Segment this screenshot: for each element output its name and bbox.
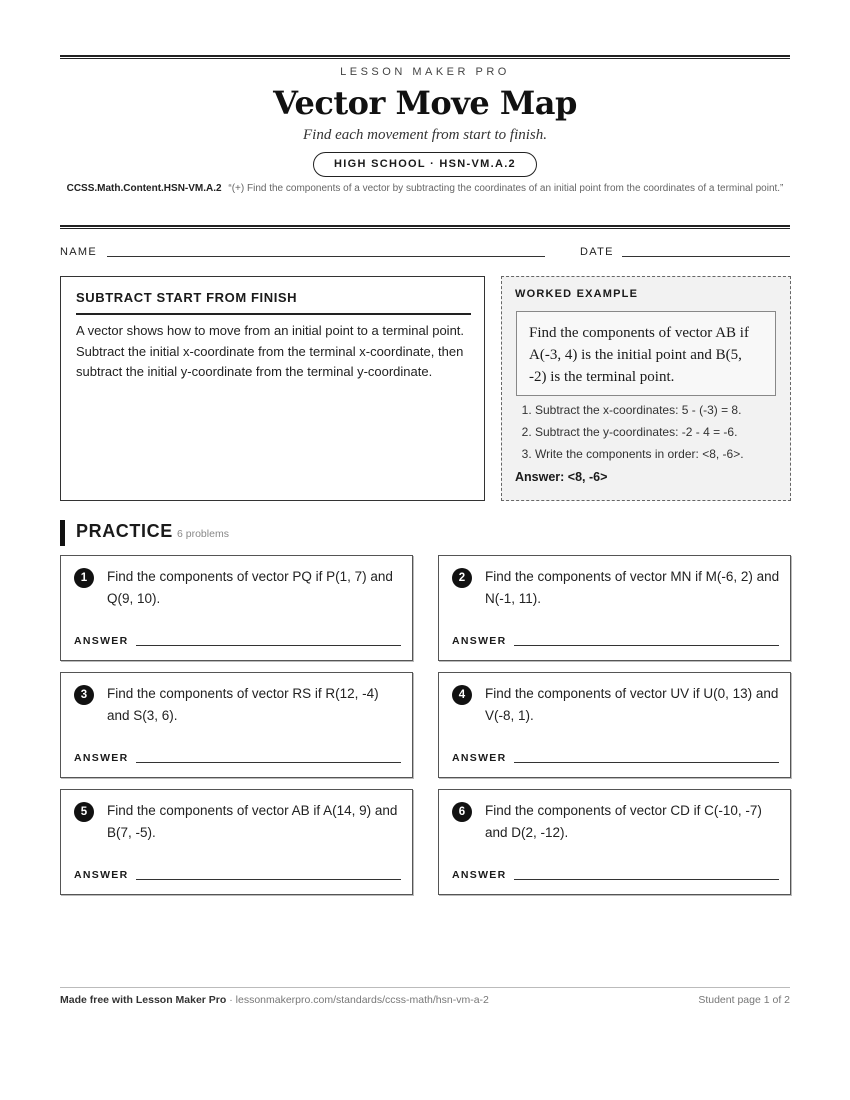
answer-field[interactable]: [136, 645, 401, 646]
problem-number: 6: [452, 802, 472, 822]
date-field[interactable]: [622, 256, 790, 257]
date-label: DATE: [580, 246, 614, 258]
concept-box: [60, 276, 485, 501]
problem-text: Find the components of vector MN if M(-6, 2) and N(-1, 11).: [485, 569, 780, 606]
top-double-rule: [60, 55, 790, 59]
answer-field[interactable]: [136, 762, 401, 763]
problem-text: Find the components of vector CD if C(-10, -7) and D(2, -12).: [485, 803, 762, 840]
header-bottom-rule: [60, 225, 790, 229]
concept-heading-underline: [76, 313, 471, 315]
answer-field[interactable]: [514, 645, 779, 646]
name-field[interactable]: [107, 256, 545, 257]
standard-description: [60, 181, 790, 197]
problem-number: 1: [74, 568, 94, 588]
answer-field[interactable]: [514, 762, 779, 763]
problem-number: 3: [74, 685, 94, 705]
problem-card: [60, 789, 413, 895]
answer-field[interactable]: [514, 879, 779, 880]
worked-example-step: 1. Subtract the x-coordinates: 5 - (-3) = 8.: [535, 399, 805, 421]
problem-card: [438, 789, 791, 895]
worksheet-subtitle: Find each movement from start to finish.: [303, 127, 547, 143]
practice-heading: PRACTICE: [76, 521, 173, 541]
footer-rule: [60, 987, 790, 988]
worked-example-step: 2. Subtract the y-coordinates: -2 - 4 = -6.: [535, 421, 805, 443]
problem-card: [60, 672, 413, 778]
concept-heading: SUBTRACT START FROM FINISH: [76, 290, 298, 305]
problem-text: Find the components of vector RS if R(12, -4) and S(3, 6).: [107, 686, 379, 723]
worksheet-page: [60, 0, 790, 1100]
problem-card: [438, 672, 791, 778]
problem-text: Find the components of vector UV if U(0, 13) and V(-8, 1).: [485, 686, 779, 723]
answer-label: ANSWER: [74, 752, 129, 764]
problem-number: 2: [452, 568, 472, 588]
standard-text: “(+) Find the components of a vector by subtracting the coordinates of an initial point from the coordinates of a terminal point.”: [228, 183, 784, 194]
standard-code: CCSS.Math.Content.HSN-VM.A.2: [66, 183, 222, 194]
problem-text: Find the components of vector AB if A(14, 9) and B(7, -5).: [107, 803, 398, 840]
answer-label: ANSWER: [74, 635, 129, 647]
answer-label: ANSWER: [452, 635, 507, 647]
problem-card: [60, 555, 413, 661]
brand-name: LESSON MAKER PRO: [340, 66, 510, 78]
worksheet-title: Vector Move Map: [273, 84, 577, 122]
problem-card: [438, 555, 791, 661]
problem-text: Find the components of vector PQ if P(1, 7) and Q(9, 10).: [107, 569, 393, 606]
level-badge: HIGH SCHOOL · HSN-VM.A.2: [313, 152, 537, 177]
practice-count: 6 problems: [177, 528, 229, 540]
answer-field[interactable]: [136, 879, 401, 880]
problem-number: 4: [452, 685, 472, 705]
name-label: NAME: [60, 246, 97, 258]
worked-example-heading: WORKED EXAMPLE: [515, 288, 639, 300]
worked-example-steps: [502, 399, 805, 465]
worked-example-box: [501, 276, 791, 501]
concept-body: A vector shows how to move from an initial point to a terminal point. Subtract the initial x-coordinate from the terminal x-coordinate, then subtract the initial y-coordinate from the terminal y-coordinate.: [76, 323, 465, 379]
footer-page-number: Student page 1 of 2: [698, 994, 790, 1006]
footer-made-with: Made free with Lesson Maker Pro: [60, 994, 227, 1006]
footer-credit: [60, 994, 489, 1006]
footer-url[interactable]: · lessonmakerpro.com/standards/ccss-math/hsn-vm-a-2: [226, 994, 489, 1006]
worked-example-question: Find the components of vector AB if A(-3, 4) is the initial point and B(5, -2) is the terminal point.: [516, 311, 776, 396]
worked-example-answer: Answer: <8, -6>: [515, 470, 608, 484]
answer-label: ANSWER: [452, 752, 507, 764]
answer-label: ANSWER: [452, 869, 507, 881]
worked-example-step: 3. Write the components in order: <8, -6>.: [535, 443, 805, 465]
answer-label: ANSWER: [74, 869, 129, 881]
practice-accent-bar: [60, 520, 65, 546]
problem-number: 5: [74, 802, 94, 822]
